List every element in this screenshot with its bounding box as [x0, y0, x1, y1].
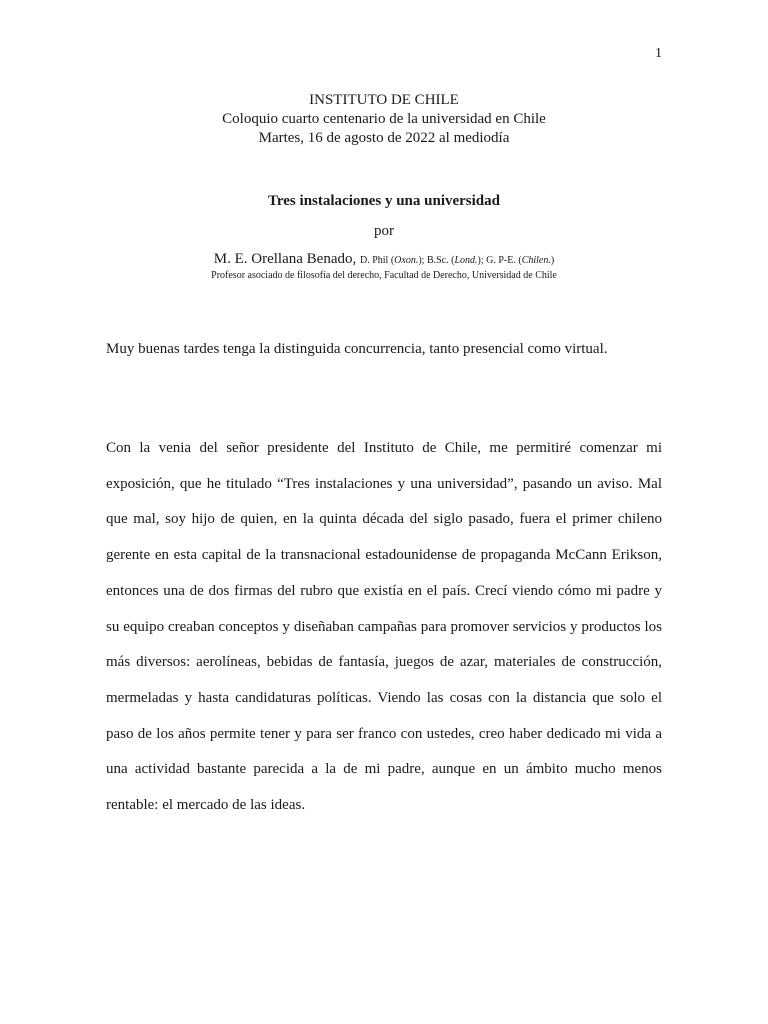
degree-2-institution: Lond. [454, 255, 478, 266]
event-name: Coloquio cuarto centenario de la universidad en Chile [222, 111, 546, 127]
institution-name: INSTITUTO DE CHILE [309, 92, 459, 108]
greeting-paragraph: Muy buenas tardes tenga la distinguida concurrencia, tanto presencial como virtual. [106, 341, 608, 357]
document-header [0, 91, 768, 148]
body-paragraph: Con la venia del señor presidente del Instituto de Chile, me permitiré comenzar mi exposición, que he titulado “Tres instalaciones y una universidad”, pasando un aviso. Mal que mal, soy hijo de quien, en la quinta década del siglo pasado, fuera el primer chileno gerente en esta capital de la transnacional estadounidense de propaganda McCann Erikson, entonces una de dos firmas del rubro que existía en el país. Crecí viendo cómo mi padre y su equipo creaban conceptos y diseñaban campañas para promover servicios y productos los más diversos: aerolíneas, bebidas de fantasía, juegos de azar, materiales de construcción, mermeladas y hasta candidaturas políticas. Viendo las cosas con la distancia que solo el paso de los años permite tener y para ser franco con ustedes, creo haber dedicado mi vida a una actividad bastante parecida a la de mi padre, aunque en un ámbito mucho menos rentable: el mercado de las ideas. [106, 440, 662, 814]
degree-end: ) [550, 255, 555, 266]
event-date: Martes, 16 de agosto de 2022 al mediodía [258, 130, 510, 146]
degree-1-institution: Oxon. [394, 255, 419, 266]
degree-2: ); B.Sc. ( [418, 255, 455, 266]
degree-3-institution: Chilen. [521, 255, 551, 266]
author-name: M. E. Orellana Benado, [213, 251, 357, 267]
author-affiliation: Profesor asociado de filosofía del derecho, Facultad de Derecho, Universidad de Chile [211, 270, 557, 281]
degree-1: D. Phil ( [360, 255, 395, 266]
by-line: por [374, 223, 394, 239]
page-number: 1 [655, 46, 662, 61]
degree-3: ); G. P-E. ( [477, 255, 522, 266]
author-degrees [360, 255, 554, 266]
talk-title: Tres instalaciones y una universidad [268, 193, 500, 209]
author-line [0, 251, 768, 268]
